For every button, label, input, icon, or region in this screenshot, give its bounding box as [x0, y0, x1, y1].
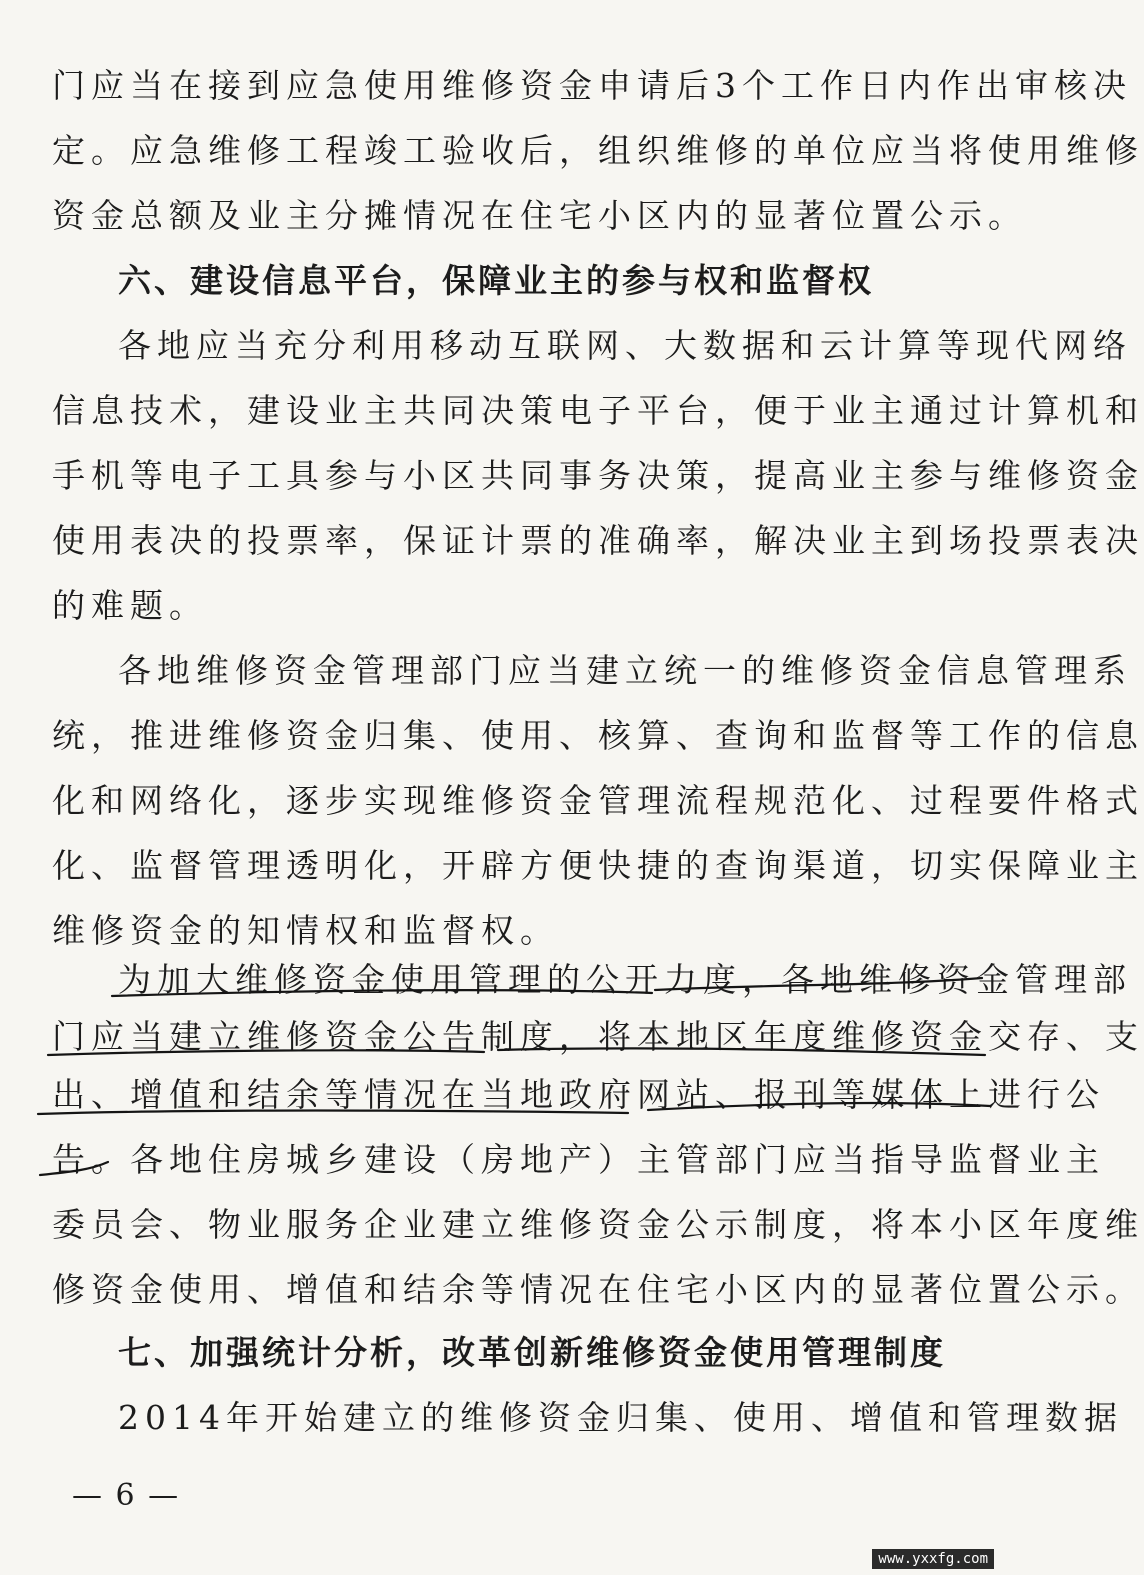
underline-stroke — [38, 1111, 628, 1115]
text-line: 为加大维修资金使用管理的公开力度，各地维修资金管理部 — [118, 960, 1132, 999]
text-line: 手机等电子工具参与小区共同事务决策，提高业主参与维修资金 — [52, 456, 1144, 495]
text-line: 信息技术，建设业主共同决策电子平台，便于业主通过计算机和 — [52, 391, 1144, 430]
text-line: 资金总额及业主分摊情况在住宅小区内的显著位置公示。 — [52, 196, 1027, 235]
page-number: — 6 — — [72, 1478, 181, 1513]
underline-stroke — [648, 1103, 990, 1110]
text-line: 化和网络化，逐步实现维修资金管理流程规范化、过程要件格式 — [52, 781, 1144, 820]
text-line: 告。各地住房城乡建设（房地产）主管部门应当指导监督业主 — [52, 1140, 1105, 1179]
text-line: 2014年开始建立的维修资金归集、使用、增值和管理数据 — [118, 1398, 1123, 1437]
text-line: 门应当建立维修资金公告制度，将本地区年度维修资金交存、支 — [52, 1017, 1144, 1056]
underline-stroke — [112, 990, 652, 996]
text-line: 各地应当充分利用移动互联网、大数据和云计算等现代网络 — [118, 326, 1132, 365]
underline-stroke — [40, 1162, 108, 1175]
text-line: 使用表决的投票率，保证计票的准确率，解决业主到场投票表决 — [52, 521, 1144, 560]
underline-stroke — [498, 1048, 985, 1055]
underline-stroke — [655, 978, 982, 990]
text-line: 定。应急维修工程竣工验收后，组织维修的单位应当将使用维修 — [52, 131, 1144, 170]
section-heading: 七、加强统计分析，改革创新维修资金使用管理制度 — [118, 1333, 946, 1372]
text-line: 统，推进维修资金归集、使用、核算、查询和监督等工作的信息 — [52, 716, 1144, 755]
text-line: 修资金使用、增值和结余等情况在住宅小区内的显著位置公示。 — [52, 1270, 1144, 1309]
underline-stroke — [48, 1050, 484, 1055]
text-line: 出、增值和结余等情况在当地政府网站、报刊等媒体上进行公 — [52, 1075, 1105, 1114]
section-heading: 六、建设信息平台，保障业主的参与权和监督权 — [118, 261, 874, 300]
text-line: 化、监督管理透明化，开辟方便快捷的查询渠道，切实保障业主 — [52, 846, 1144, 885]
text-line: 委员会、物业服务企业建立维修资金公示制度，将本小区年度维 — [52, 1205, 1144, 1244]
text-line: 各地维修资金管理部门应当建立统一的维修资金信息管理系 — [118, 651, 1132, 690]
text-line: 的难题。 — [52, 586, 208, 625]
text-line: 维修资金的知情权和监督权。 — [52, 911, 559, 950]
text-line: 门应当在接到应急使用维修资金申请后3个工作日内作出审核决 — [52, 66, 1132, 105]
watermark: www.yxxfg.com — [872, 1549, 994, 1569]
